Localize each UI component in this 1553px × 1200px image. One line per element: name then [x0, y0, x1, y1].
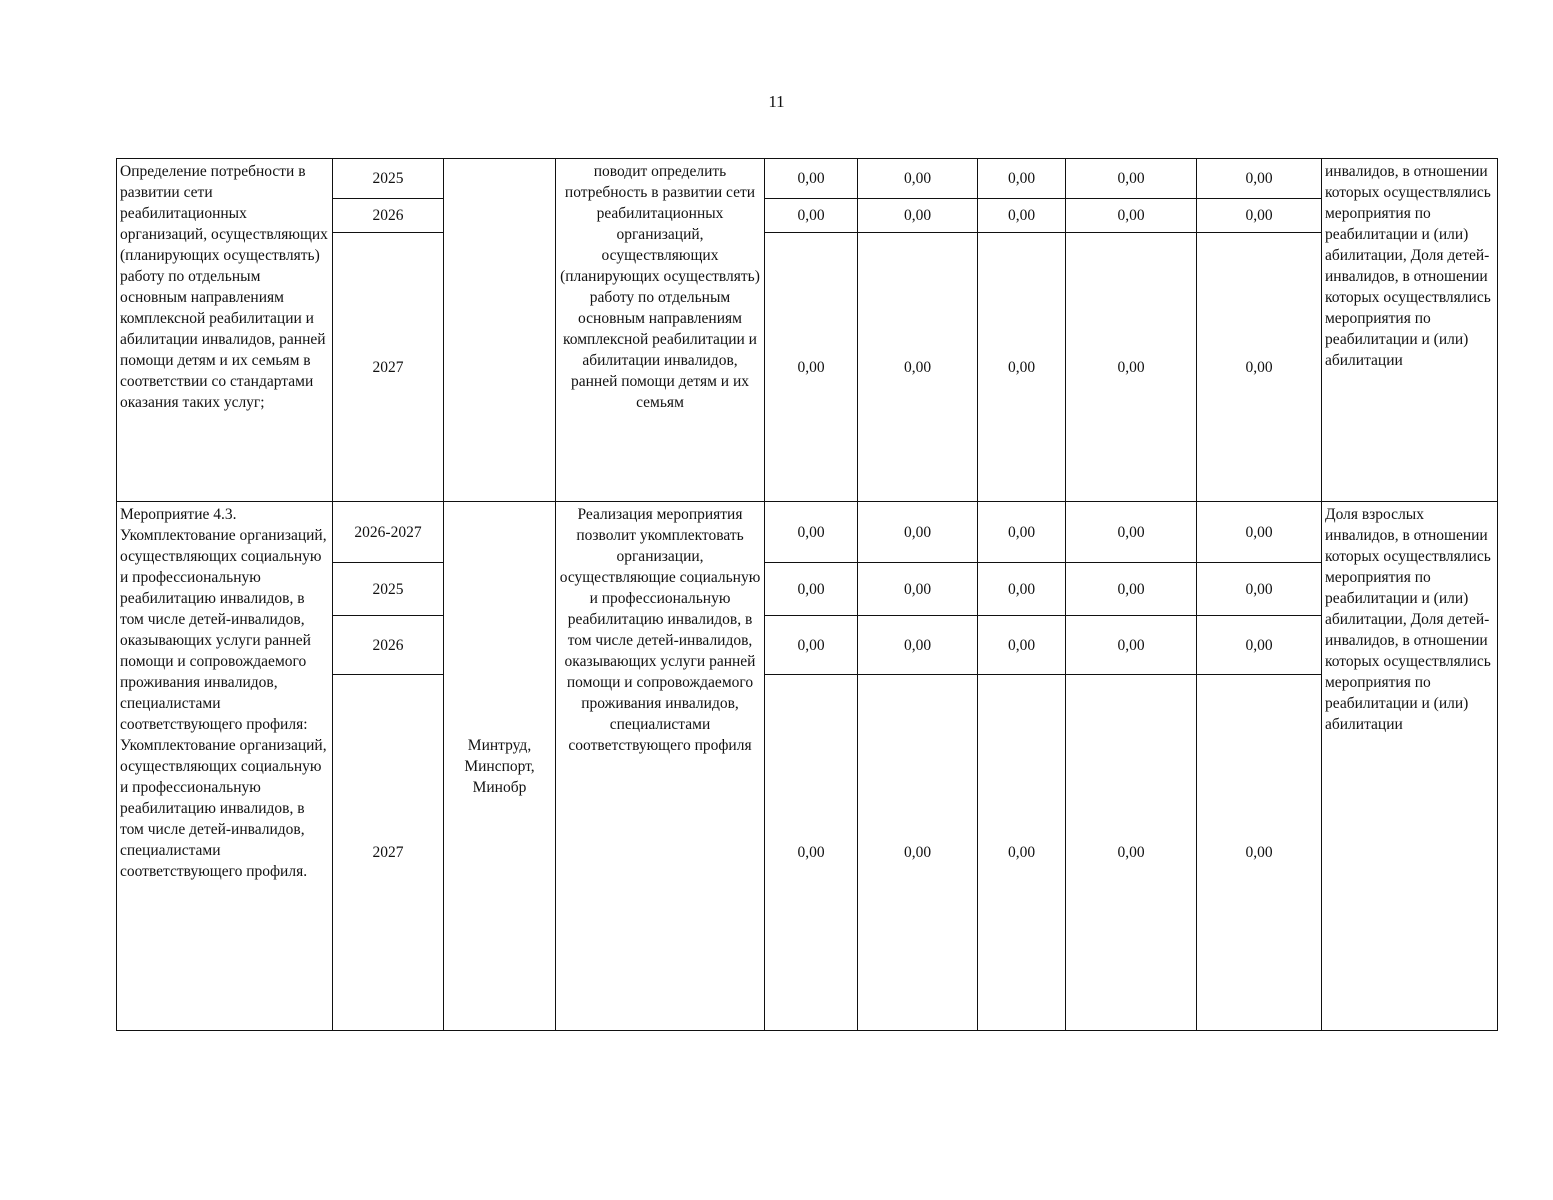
year-cell: 2025: [333, 159, 444, 199]
value-cell: 0,00: [765, 502, 858, 563]
value-cell: 0,00: [765, 563, 858, 616]
value-cell: 0,00: [858, 233, 978, 502]
value-cell: 0,00: [858, 159, 978, 199]
value-cell: 0,00: [1066, 502, 1197, 563]
value-cell: 0,00: [978, 563, 1066, 616]
value-cell: 0,00: [765, 199, 858, 233]
value-cell: 0,00: [1066, 199, 1197, 233]
value-cell: 0,00: [1197, 233, 1322, 502]
value-cell: 0,00: [1197, 502, 1322, 563]
value-cell: 0,00: [1066, 675, 1197, 1031]
value-cell: 0,00: [1197, 675, 1322, 1031]
value-cell: 0,00: [978, 675, 1066, 1031]
value-cell: 0,00: [1197, 159, 1322, 199]
executor-cell: Минтруд, Минспорт, Минобр: [444, 502, 556, 1031]
value-cell: 0,00: [978, 233, 1066, 502]
result-cell: Реализация мероприятия позволит укомплектовать организации, осуществляющие социальную и профессиональную реабилитацию инвалидов, в том числе детей-инвалидов, оказывающих услуги ранней помощи и сопровождаемого проживания инвалидов, специалистами соответствующего профиля: [556, 502, 765, 1031]
value-cell: 0,00: [765, 616, 858, 675]
value-cell: 0,00: [978, 159, 1066, 199]
value-cell: 0,00: [978, 502, 1066, 563]
value-cell: 0,00: [1197, 199, 1322, 233]
year-cell: 2026-2027: [333, 502, 444, 563]
value-cell: 0,00: [978, 199, 1066, 233]
measure-name-cell: Определение потребности в развитии сети реабилитационных организаций, осуществляющих (планирующих осуществлять) работу по отдельным основным направлениям комплексной реабилитации и абилитации инвалидов, ранней помощи детям и их семьям в соответствии со стандартами оказания таких услуг;: [117, 159, 333, 502]
result-cell: поводит определить потребность в развитии сети реабилитационных организаций, осуществляющих (планирующих осуществлять) работу по отдельным основным направлениям комплексной реабилитации и абилитации инвалидов, ранней помощи детям и их семьям: [556, 159, 765, 502]
page-number: 11: [768, 92, 785, 111]
year-cell: 2027: [333, 233, 444, 502]
table-row: [117, 502, 1498, 563]
value-cell: 0,00: [765, 159, 858, 199]
indicator-cell: Доля взрослых инвалидов, в отношении которых осуществлялись мероприятия по реабилитации и (или) абилитации, Доля детей-инвалидов, в отношении которых осуществлялись мероприятия по реабилитации и (или) абилитации: [1322, 502, 1498, 1031]
program-table: [116, 158, 1498, 1031]
value-cell: 0,00: [1066, 563, 1197, 616]
table-row: [117, 159, 1498, 199]
value-cell: 0,00: [1197, 616, 1322, 675]
value-cell: 0,00: [978, 616, 1066, 675]
year-cell: 2026: [333, 616, 444, 675]
value-cell: 0,00: [858, 675, 978, 1031]
value-cell: 0,00: [1066, 616, 1197, 675]
measure-name-cell: Мероприятие 4.3. Укомплектование организаций, осуществляющих социальную и профессиональную реабилитацию инвалидов, в том числе детей-инвалидов, оказывающих услуги ранней помощи и сопровождаемого проживания инвалидов, специалистами соответствующего профиля: Укомплектование организаций, осуществляющих социальную и профессиональную реабилитацию инвалидов, в том числе детей-инвалидов, специалистами соответствующего профиля.: [117, 502, 333, 1031]
year-cell: 2026: [333, 199, 444, 233]
value-cell: 0,00: [765, 233, 858, 502]
value-cell: 0,00: [858, 616, 978, 675]
executor-cell: [444, 159, 556, 502]
value-cell: 0,00: [1066, 233, 1197, 502]
indicator-cell: инвалидов, в отношении которых осуществлялись мероприятия по реабилитации и (или) абилитации, Доля детей-инвалидов, в отношении которых осуществлялись мероприятия по реабилитации и (или) абилитации: [1322, 159, 1498, 502]
value-cell: 0,00: [765, 675, 858, 1031]
year-cell: 2027: [333, 675, 444, 1031]
value-cell: 0,00: [858, 502, 978, 563]
year-cell: 2025: [333, 563, 444, 616]
value-cell: 0,00: [858, 563, 978, 616]
value-cell: 0,00: [1197, 563, 1322, 616]
value-cell: 0,00: [1066, 159, 1197, 199]
value-cell: 0,00: [858, 199, 978, 233]
